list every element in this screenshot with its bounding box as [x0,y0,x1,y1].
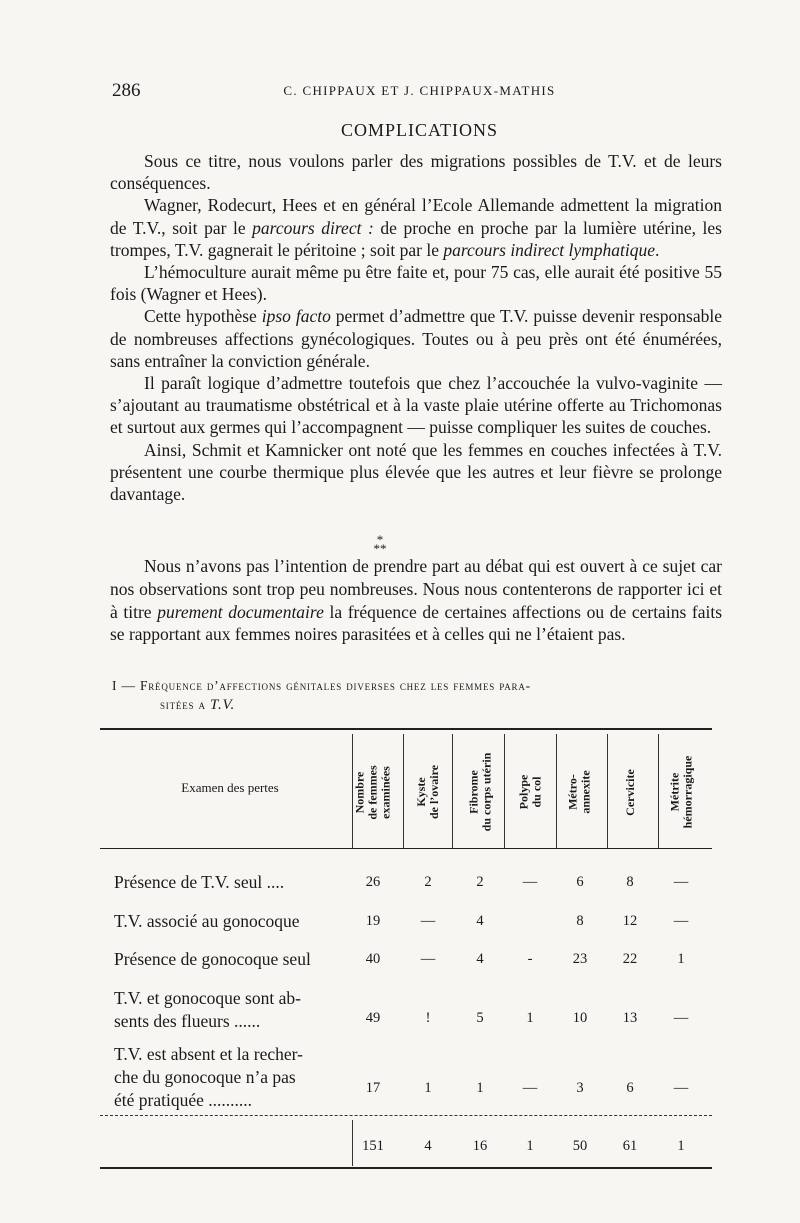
paragraph [110,305,722,372]
text-run: . [654,239,660,260]
row-label [114,910,346,933]
italic-text: parcours indirect lymphatique [443,239,655,260]
row-label-line: sents des flueurs ...... [114,1011,261,1031]
table-cell: 49 [365,1010,381,1026]
italic-text: purement documentaire [157,601,324,622]
table-cell: 5 [476,1010,484,1026]
table-cell: 10 [572,1010,588,1026]
table-cell: 12 [622,913,638,929]
page-header [112,80,727,104]
total-cell: 61 [622,1138,638,1154]
running-head: C. CHIPPAUX ET J. CHIPPAUX-MATHIS [283,83,556,98]
row-header-label: Examen des pertes [181,780,279,795]
row-label [114,948,346,971]
paragraph [110,261,722,305]
table-cell: - [527,951,533,967]
paragraph [110,555,722,646]
table-caption-line-2 [112,695,724,715]
total-cell: 50 [572,1138,588,1154]
table-cell: 1 [424,1080,432,1096]
paragraph [110,439,722,506]
page-number: 286 [112,80,141,101]
paragraph [110,150,722,194]
text-run: L’hémoculture aurait même pu être faite et, pour 75 cas, elle aurait été positive 55 fois (Wagner et Hees). [110,262,722,305]
column-header-label: Nombre de femmes examinées [352,764,393,820]
table-cell: 17 [365,1080,381,1096]
text-run: Sous ce titre, nous voulons parler des migrations possibles de T.V. et de leurs conséquences. [110,151,722,194]
table-cell: — [420,951,436,967]
table-cell: 3 [576,1080,584,1096]
table-cell: 8 [626,874,634,890]
column-header-label: Polype du col [515,774,543,810]
paragraph [110,194,722,261]
table-caption-italic: T.V. [209,697,236,713]
row-label-line: T.V. associé au gonocoque [114,911,300,931]
italic-text: parcours direct : [252,217,374,238]
column-header [405,738,451,846]
table-cell: — [522,1080,538,1096]
total-cell: 151 [362,1138,384,1154]
table-cell: — [673,913,689,929]
italic-text: ipso facto [261,306,331,327]
row-label-line: été pratiquée .......... [114,1090,253,1110]
row-label [114,871,346,894]
table-cell: 23 [572,951,588,967]
table-cell: 2 [476,874,484,890]
body-text-continued [110,555,722,646]
text-run: Wagner, Rodecurt, Hees et en général l’Ecole Allemande admettent la migration de T.V., soit par le [110,195,722,238]
column-header-label: Métrite hémorragique [667,755,694,829]
row-label-line: che du gonocoque n’a pas [114,1067,296,1087]
asterism [360,532,400,556]
row-label-line: Présence de T.V. seul .... [114,872,285,892]
text-run: permet d’admettre que T.V. puisse devenir responsable de nombreuses affections gynécologiques. Toutes ou à peu près ont été énumérées, sans entraîner la conviction générale. [110,306,722,371]
table-cell: 13 [622,1010,638,1026]
column-header [555,738,605,846]
text-run: la fréquence de certaines affections ou de certains faits se rapportant aux femmes noires parasitées et à celles qui ne l’étaient pas. [110,601,722,645]
table-totals-rule [100,1115,712,1116]
table-cell: 1 [476,1080,484,1096]
section-title: COMPLICATIONS [340,120,499,140]
table-cell: 6 [576,874,584,890]
table-cell: — [522,874,538,890]
table-cell: 1 [677,951,685,967]
row-label [114,987,346,1033]
body-text [110,150,722,505]
table-cell: 19 [365,913,381,929]
table-cell: 22 [622,951,638,967]
table-caption-line-1: I — Fréquence d’affections génitales diverses chez les femmes para- [112,678,531,693]
text-run: Nous n’avons pas l’intention de prendre part au débat qui est ouvert à ce sujet car nos observations sont trop peu nombreuses. Nous nous contenterons de rapporter ici et à titre [110,556,722,622]
table-cell: 40 [365,951,381,967]
table-cell: 6 [626,1080,634,1096]
column-header [657,738,705,846]
table-cell: 1 [526,1010,534,1026]
table-cell: 2 [424,874,432,890]
table-header-rule [100,848,712,849]
column-header [507,738,553,846]
table-cell: 4 [476,913,484,929]
asterism-glyphs: * ** [373,532,387,556]
column-divider [403,734,404,848]
row-label-line: Présence de gonocoque seul [114,949,311,969]
column-header [349,738,397,846]
row-label [114,1043,346,1112]
table-bottom-rule [100,1167,712,1169]
text-run: de proche en proche par la lumière utérine, les trompes, T.V. gagnerait le péritoine ; soit par le [110,217,722,260]
total-cell: 16 [472,1138,488,1154]
table-top-rule [100,728,712,730]
table-cell: ! [425,1010,431,1026]
table-caption-line-2-text: sitées a [160,697,210,712]
table-cell: — [673,1010,689,1026]
text-run: Il paraît logique d’admettre toutefois que chez l’accouchée la vulvo-vaginite — s’ajoutant au traumatisme obstétrical et à la vaste plaie utérine offerte au Trichomonas et surtout aux germes qui l’accompagnent — puisse compliquer les suites de couches. [110,373,722,438]
total-cell: 4 [424,1138,432,1154]
column-header [607,738,653,846]
row-label-line: T.V. est absent et la recher- [114,1044,303,1064]
table-caption [112,676,724,715]
column-header-label: Kyste de l’ovaire [414,764,442,820]
table-cell: 4 [476,951,484,967]
column-header [455,738,505,846]
paragraph [110,372,722,439]
column-header-label: Métro- annexite [566,770,593,814]
table-cell: — [673,1080,689,1096]
text-run: Ainsi, Schmit et Kamnicker ont noté que les femmes en couches infectées à T.V. présentent une courbe thermique plus élevée que les autres et leur fièvre se prolonge davantage. [110,439,722,505]
row-label-line: T.V. et gonocoque sont ab- [114,988,301,1008]
table-cell: 26 [365,874,381,890]
table-cell: — [420,913,436,929]
total-cell: 1 [526,1138,534,1154]
column-divider [452,734,453,848]
text-run: Cette hypothèse [144,306,262,327]
table-cell: 8 [576,913,584,929]
table-cell: — [673,874,689,890]
column-header-label: Cervicite [622,768,637,816]
total-cell: 1 [677,1138,685,1154]
column-header-label: Fibrome du corps utérin [466,752,493,832]
